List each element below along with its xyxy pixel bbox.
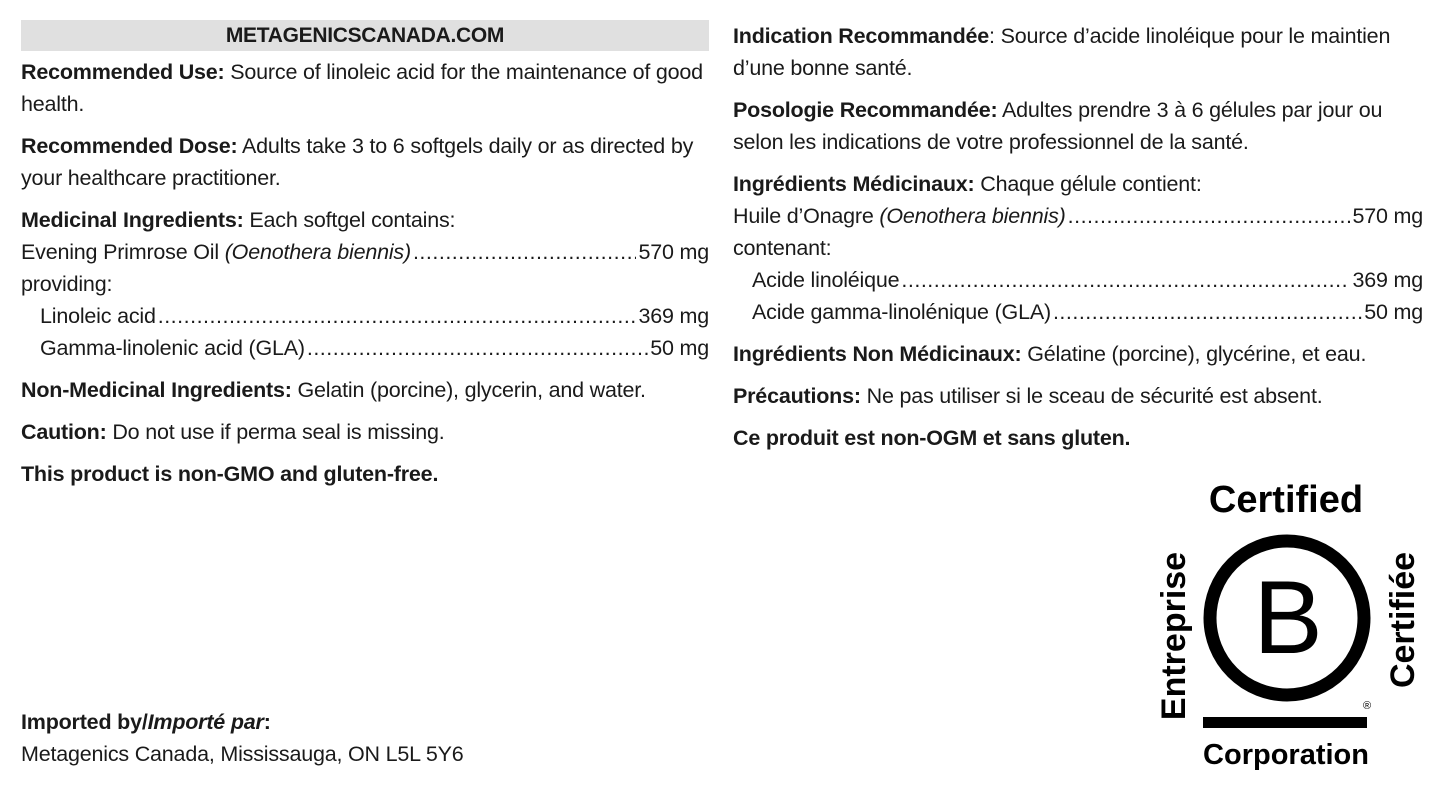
recommended-dose-label: Recommended Dose: (21, 134, 238, 158)
sub-ingredient-name-fr: Acide gamma-linolénique (GLA) (752, 300, 1051, 324)
caution-text-fr: Ne pas utiliser si le sceau de sécurité est absent. (860, 384, 1323, 408)
importer-address: Metagenics Canada, Mississauga, ON L5L 5Y6 (21, 742, 464, 766)
sub-ingredient-amount-fr: 50 mg (1364, 300, 1423, 324)
providing-label-fr: contenant: (733, 236, 832, 260)
dot-leader (413, 236, 637, 268)
ingredient-amount-fr: 570 mg (1352, 204, 1423, 228)
recommended-use (21, 56, 709, 120)
caution-fr (733, 380, 1423, 412)
recommended-dose-text-fr: Adultes prendre 3 à 6 gélules par jour ou selon les indications de votre professionnel de la santé. (733, 98, 1383, 154)
sub-ingredient-row-fr (733, 296, 1423, 328)
non-medicinal-label-fr: Ingrédients Non Médicinaux: (733, 342, 1022, 366)
sub-ingredient-name: Linoleic acid (40, 304, 156, 328)
caution (21, 416, 709, 448)
importer-label-en: Imported by/ (21, 710, 148, 734)
dot-leader (1068, 200, 1351, 232)
sub-ingredient-row-fr (733, 264, 1423, 296)
medicinal-heading-fr (733, 168, 1423, 200)
medicinal-text: Each softgel contains: (243, 208, 456, 232)
medicinal-label: Medicinal Ingredients: (21, 208, 244, 232)
importer-heading: Imported by/Importé par: (21, 710, 271, 734)
b-corp-corporation-text: Corporation (1203, 739, 1369, 771)
caution-text: Do not use if perma seal is missing. (106, 420, 445, 444)
non-medicinal-text-fr: Gélatine (porcine), glycérine, et eau. (1021, 342, 1367, 366)
b-corp-entreprise-text: Entreprise (1155, 551, 1193, 721)
website-banner: METAGENICSCANADA.COM (21, 20, 709, 51)
importer-block (21, 706, 464, 770)
importer-label-fr: Importé par (147, 710, 264, 734)
dot-leader (901, 264, 1350, 296)
recommended-use-text-fr: : Source d’acide linoléique pour le maintien d’une bonne santé. (733, 24, 1391, 80)
sub-ingredient-row (21, 332, 709, 364)
non-gmo-statement-fr: Ce produit est non-OGM et sans gluten. (733, 426, 1131, 450)
recommended-use-text: Source of linoleic acid for the maintenance of good health. (21, 60, 703, 116)
recommended-use-fr (733, 20, 1423, 84)
b-corp-letter-b: B (1253, 560, 1323, 676)
sub-ingredient-name-fr: Acide linoléique (752, 268, 900, 292)
ingredient-amount: 570 mg (638, 240, 709, 264)
english-column (21, 20, 709, 500)
medicinal-ingredients (21, 204, 709, 364)
dot-leader (1053, 296, 1362, 328)
recommended-dose (21, 130, 709, 194)
recommended-dose-fr (733, 94, 1423, 158)
recommended-use-label: Recommended Use: (21, 60, 225, 84)
caution-label-fr: Précautions: (733, 384, 861, 408)
dot-leader (307, 332, 648, 364)
ingredient-name: Evening Primrose Oil (Oenothera biennis) (21, 240, 411, 264)
b-corp-certified-text: Certified (1208, 479, 1364, 521)
recommended-use-label-fr: Indication Recommandée (733, 24, 990, 48)
non-medicinal-ingredients (21, 374, 709, 406)
french-column (733, 20, 1423, 464)
dot-leader (158, 300, 637, 332)
sub-ingredient-amount: 369 mg (638, 304, 709, 328)
b-corp-certifiee-text: Certifiée (1384, 551, 1422, 689)
caution-label: Caution: (21, 420, 107, 444)
ingredient-latin-name-fr: (Oenothera biennis) (879, 204, 1066, 228)
b-corp-registered-mark: ® (1362, 700, 1372, 712)
b-corp-bar (1203, 717, 1367, 728)
ingredient-name-fr: Huile d’Onagre (Oenothera biennis) (733, 204, 1066, 228)
ingredient-row (21, 236, 709, 268)
non-medicinal-text: Gelatin (porcine), glycerin, and water. (291, 378, 646, 402)
ingredient-latin-name: (Oenothera biennis) (224, 240, 411, 264)
sub-ingredient-amount-fr: 369 mg (1352, 268, 1423, 292)
providing-label: providing: (21, 272, 113, 296)
ingredient-row-fr (733, 200, 1423, 232)
sub-ingredient-name: Gamma-linolenic acid (GLA) (40, 336, 305, 360)
recommended-dose-label-fr: Posologie Recommandée: (733, 98, 998, 122)
non-medicinal-label: Non-Medicinal Ingredients: (21, 378, 292, 402)
non-gmo-statement: This product is non-GMO and gluten-free. (21, 462, 439, 486)
medicinal-text-fr: Chaque gélule contient: (974, 172, 1202, 196)
recommended-dose-text: Adults take 3 to 6 softgels daily or as directed by your healthcare practitioner. (21, 134, 694, 190)
b-corp-certified-logo (1150, 478, 1430, 778)
sub-ingredient-row (21, 300, 709, 332)
non-medicinal-ingredients-fr (733, 338, 1423, 370)
medicinal-heading (21, 204, 709, 236)
medicinal-ingredients-fr (733, 168, 1423, 328)
medicinal-label-fr: Ingrédients Médicinaux: (733, 172, 975, 196)
sub-ingredient-amount: 50 mg (650, 336, 709, 360)
